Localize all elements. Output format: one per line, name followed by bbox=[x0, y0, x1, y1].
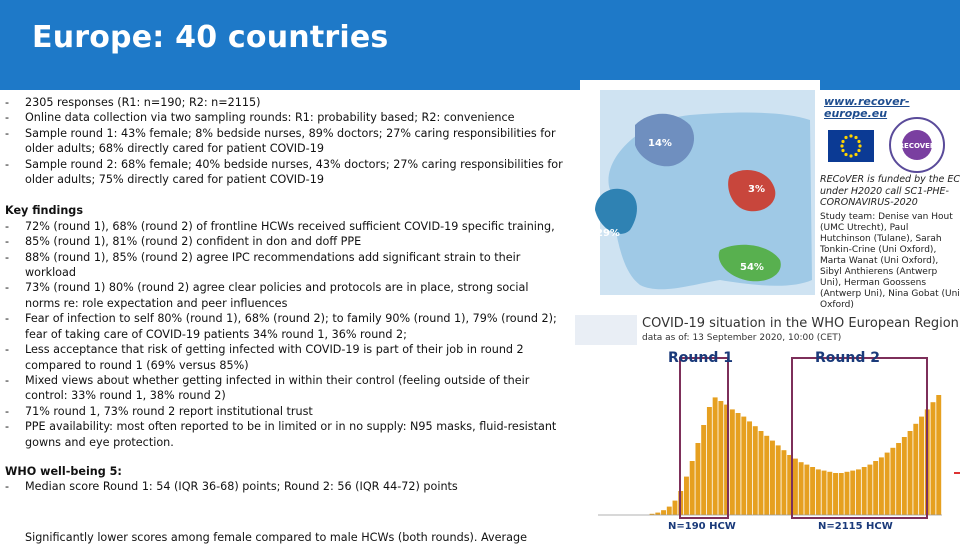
list-item: - Mixed views about whether getting infected in within their control (feeling outside of their control: 33% round 1, 38% round 2) bbox=[5, 373, 565, 404]
chart-bar bbox=[673, 501, 678, 515]
chart-bar bbox=[919, 417, 924, 515]
chart-bar bbox=[827, 472, 832, 515]
eu-flag-logo bbox=[828, 130, 874, 162]
key-findings-heading: Key findings bbox=[5, 204, 83, 218]
list-item: - Less acceptance that risk of getting infected with COVID-19 is part of their job in round 2 compared to round 1 (69% versus 85%) bbox=[5, 342, 565, 373]
round2-label: Round 2 bbox=[815, 350, 880, 366]
chart-bar bbox=[845, 472, 850, 515]
intro-list bbox=[5, 95, 565, 187]
chart-bar bbox=[833, 473, 838, 515]
list-item: - 2305 responses (R1: n=190; R2: n=2115) bbox=[5, 95, 565, 110]
chart-bar bbox=[879, 457, 884, 515]
chart-bar bbox=[810, 467, 815, 515]
chart-bar bbox=[759, 431, 764, 515]
funding-note: RECoVER is funded by the EC under H2020 call SC1-PHE-CORONAVIRUS-2020 bbox=[820, 174, 960, 208]
chart-bar bbox=[661, 510, 666, 515]
chart-bar bbox=[690, 461, 695, 515]
chart-bar bbox=[822, 471, 827, 515]
map-label-north: 14% bbox=[648, 138, 672, 149]
cut-off-line: Significantly lower scores among female compared to male HCWs (both rounds). Average bbox=[25, 531, 527, 544]
chart-bar bbox=[707, 407, 712, 515]
chart-bar bbox=[885, 453, 890, 515]
chart-bar bbox=[799, 462, 804, 515]
list-item: - PPE availability: most often reported to be in limited or in no supply: N95 masks, fluid-resistant gowns and eye protection. bbox=[5, 419, 565, 450]
chart-title: COVID-19 situation in the WHO European Region bbox=[642, 316, 959, 331]
list-item: - 88% (round 1), 85% (round 2) agree IPC recommendations add significant strain to their workload bbox=[5, 250, 565, 281]
list-item: - 73% (round 1) 80% (round 2) agree clear policies and protocols are in place, strong social norms re: role expectation and peer influences bbox=[5, 280, 565, 311]
chart-bar bbox=[850, 471, 855, 515]
round1-n-label: N=190 HCW bbox=[668, 521, 736, 532]
page-title: Europe: 40 countries bbox=[32, 20, 389, 55]
recover-logo bbox=[880, 116, 954, 174]
list-item: - 85% (round 1), 81% (round 2) confident in don and doff PPE bbox=[5, 234, 565, 249]
round1-label: Round 1 bbox=[668, 350, 733, 366]
list-item: - 71% round 1, 73% round 2 report institutional trust bbox=[5, 404, 565, 419]
content-text bbox=[5, 95, 565, 495]
map-label-east: 54% bbox=[740, 262, 764, 273]
eu-stars-icon bbox=[828, 130, 874, 162]
recover-logo-graphic bbox=[880, 116, 954, 174]
chart-bar bbox=[667, 507, 672, 515]
chart-bar bbox=[896, 443, 901, 515]
chart-subtitle: data as of: 13 September 2020, 10:00 (CET) bbox=[642, 333, 842, 343]
list-item: - 72% (round 1), 68% (round 2) of frontline HCWs received sufficient COVID-19 specific training, bbox=[5, 219, 565, 234]
study-team: Study team: Denise van Hout (UMC Utrecht), Paul Hutchinson (Tulane), Sarah Tonkin-Crine (Uni Oxford), Marta Wanat (Uni Oxford), Sibyl Anthierens (Antwerp Uni), Herman Goossens (Antwerp Uni), Nina Gobat (Uni Oxford) bbox=[820, 212, 960, 310]
chart-bar bbox=[839, 473, 844, 515]
chart-bar bbox=[862, 467, 867, 515]
website-link[interactable]: www.recover-europe.eu bbox=[824, 95, 910, 120]
chart-bar bbox=[867, 465, 872, 515]
chart-bar bbox=[701, 425, 706, 515]
list-item: - Sample round 2: 68% female; 40% bedside nurses, 43% doctors; 27% caring responsibilities for older adults; 75% directly cared for patient COVID-19 bbox=[5, 157, 565, 188]
chart-bar bbox=[902, 437, 907, 515]
chart-bar bbox=[741, 417, 746, 515]
chart-bar bbox=[695, 443, 700, 515]
chart-bar bbox=[736, 413, 741, 515]
chart-bar bbox=[913, 424, 918, 515]
list-item: - Fear of infection to self 80% (round 1), 68% (round 2); to family 90% (round 1), 79% (round 2); fear of taking care of COVID-19 patients 34% round 1, 36% round 2; bbox=[5, 311, 565, 342]
chart-bar bbox=[747, 421, 752, 515]
map-label-west: 29% bbox=[596, 228, 620, 239]
chart-bar bbox=[770, 441, 775, 515]
chart-bar bbox=[713, 397, 718, 515]
recover-logo-text: RECOVER bbox=[898, 142, 936, 150]
key-findings-list bbox=[5, 219, 565, 450]
chart-bar bbox=[816, 469, 821, 515]
chart-bar bbox=[753, 426, 758, 515]
chart-bar bbox=[856, 469, 861, 515]
chart-bar bbox=[781, 450, 786, 515]
title-bar bbox=[0, 0, 960, 90]
list-item: - Sample round 1: 43% female; 8% bedside nurses, 89% doctors; 27% caring responsibilities for older adults; 68% directly cared for patient COVID-19 bbox=[5, 126, 565, 157]
chart-bar bbox=[936, 395, 941, 515]
map-label-balkan: 3% bbox=[748, 184, 765, 195]
chart-bar bbox=[804, 465, 809, 515]
chart-bar bbox=[764, 436, 769, 515]
europe-map-graphic bbox=[580, 80, 820, 304]
who-chart bbox=[570, 310, 960, 540]
chart-bar bbox=[684, 477, 689, 515]
chart-bar bbox=[730, 409, 735, 515]
chart-bar bbox=[931, 402, 936, 515]
list-item: - Online data collection via two sampling rounds: R1: probability based; R2: convenience bbox=[5, 110, 565, 125]
chart-bar bbox=[793, 459, 798, 515]
chart-bar bbox=[718, 401, 723, 515]
chart-bar bbox=[776, 445, 781, 515]
list-item: - Median score Round 1: 54 (IQR 36-68) points; Round 2: 56 (IQR 44-72) points bbox=[5, 479, 565, 494]
chart-bar bbox=[908, 431, 913, 515]
chart-bar bbox=[873, 461, 878, 515]
red-tick bbox=[954, 472, 960, 474]
who-chart-graphic bbox=[570, 310, 960, 540]
wellbeing-heading: WHO well-being 5: bbox=[5, 464, 122, 478]
who-logo bbox=[575, 315, 637, 345]
europe-map bbox=[580, 80, 820, 304]
round2-n-label: N=2115 HCW bbox=[818, 521, 893, 532]
chart-bar bbox=[890, 448, 895, 515]
